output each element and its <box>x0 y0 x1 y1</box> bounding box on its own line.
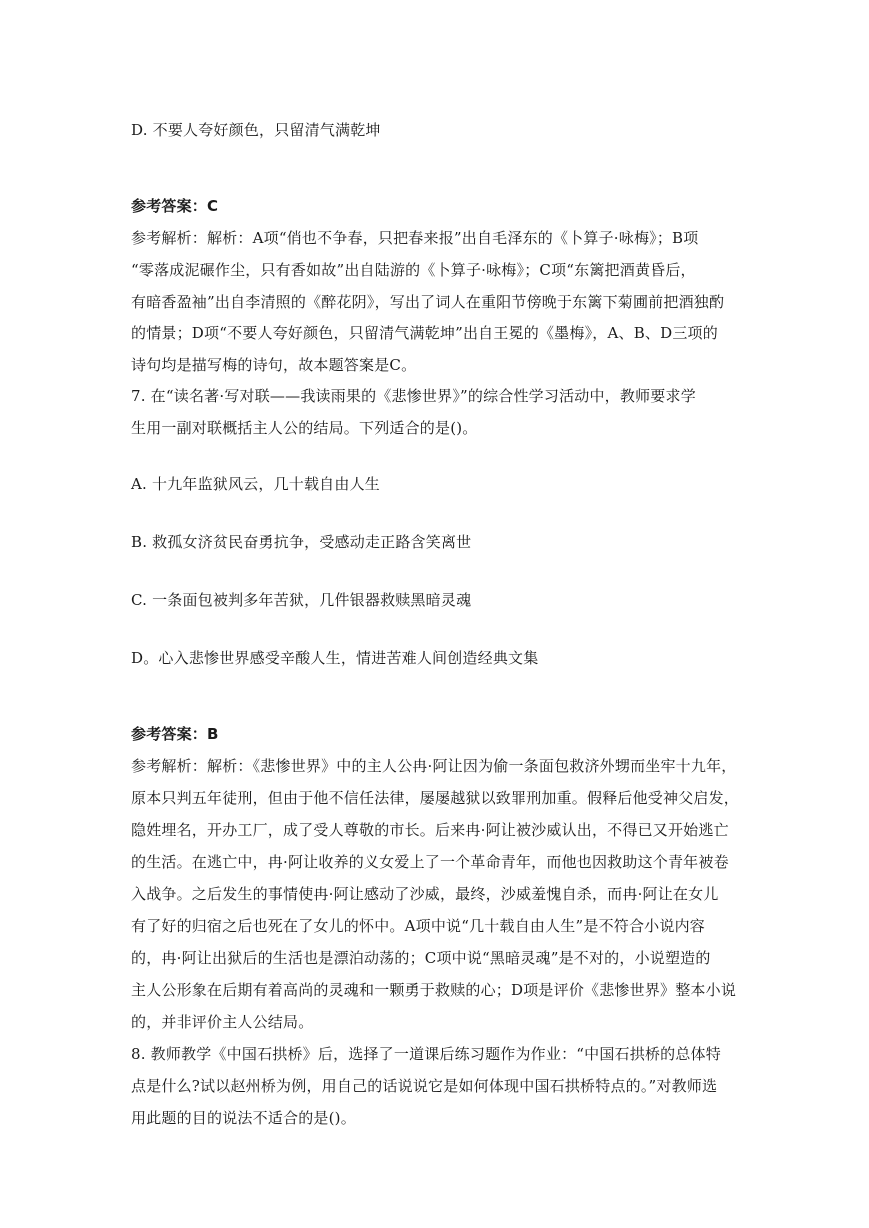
q7-analysis-line: 的生活。在逃亡中，冉·阿让收养的义女爱上了一个革命青年，而他也因救助这个青年被卷 <box>131 853 729 871</box>
q7-analysis-line: 参考解析：解析：《悲惨世界》中的主人公冉·阿让因为偷一条面包救济外甥而坐牢十九年， <box>131 757 737 775</box>
q7-option-d: D。心入悲惨世界感受辛酸人生，情进苦难人间创造经典文集 <box>131 649 539 667</box>
q7-analysis-line: 入战争。之后发生的事情使冉·阿让感动了沙威，最终，沙威羞愧自杀，而冉·阿让在女儿 <box>131 885 719 903</box>
q7-analysis-line: 的，并非评价主人公结局。 <box>131 1013 314 1031</box>
q7-analysis-line: 原本只判五年徒刑，但由于他不信任法律，屡屡越狱以致罪刑加重。假释后他受神父启发， <box>131 789 740 807</box>
q7-analysis-line: 的，冉·阿让出狱后的生活也是漂泊动荡的；C项中说“黑暗灵魂”是不对的，小说塑造的 <box>131 949 711 967</box>
q7-option-c: C. 一条面包被判多年苦狱，几件银器救赎黑暗灵魂 <box>131 591 472 609</box>
q6-answer: 参考答案：C <box>131 197 219 215</box>
q6-analysis-line: 的情景；D项“不要人夸好颜色，只留清气满乾坤”出自王冕的《墨梅》，A、B、D三项的 <box>131 324 718 342</box>
q6-analysis-line: “零落成泥碾作尘，只有香如故”出自陆游的《卜算子·咏梅》；C项“东篱把酒黄昏后， <box>131 261 696 279</box>
q7-answer: 参考答案：B <box>131 725 219 743</box>
q7-analysis-line: 隐姓埋名，开办工厂，成了受人尊敬的市长。后来冉·阿让被沙威认出，不得已又开始逃亡 <box>131 821 729 839</box>
q7-analysis-line: 有了好的归宿之后也死在了女儿的怀中。A项中说“几十载自由人生”是不符合小说内容 <box>131 917 705 935</box>
q7-analysis-line: 主人公形象在后期有着高尚的灵魂和一颗勇于救赎的心；D项是评价《悲惨世界》整本小说 <box>131 981 737 999</box>
q6-analysis-line: 有暗香盈袖”出自李清照的《醉花阴》，写出了词人在重阳节傍晚于东篱下菊圃前把酒独酌 <box>131 293 725 311</box>
q8-stem-line: 用此题的目的说法不适合的是()。 <box>131 1109 356 1127</box>
q6-analysis-line: 诗句均是描写梅的诗句，故本题答案是C。 <box>131 356 417 374</box>
q6-analysis-line: 参考解析：解析：A项“俏也不争春，只把春来报”出自毛泽东的《卜算子·咏梅》；B项 <box>131 229 699 247</box>
q7-stem-line: 7. 在“读名著·写对联——我读雨果的《悲惨世界》”的综合性学习活动中，教师要求学 <box>131 387 696 405</box>
q8-stem-line: 8. 教师教学《中国石拱桥》后，选择了一道课后练习题作为作业：“中国石拱桥的总体特 <box>131 1045 721 1063</box>
q6-option-d: D. 不要人夸好颜色，只留清气满乾坤 <box>131 121 381 139</box>
q7-stem-line: 生用一副对联概括主人公的结局。下列适合的是()。 <box>131 419 478 437</box>
q8-stem-line: 点是什么?试以赵州桥为例，用自己的话说说它是如何体现中国石拱桥特点的。”对教师选 <box>131 1077 718 1095</box>
q7-option-b: B. 救孤女济贫民奋勇抗争，受感动走正路含笑离世 <box>131 533 472 551</box>
q7-option-a: A. 十九年监狱风云，几十载自由人生 <box>131 475 380 493</box>
